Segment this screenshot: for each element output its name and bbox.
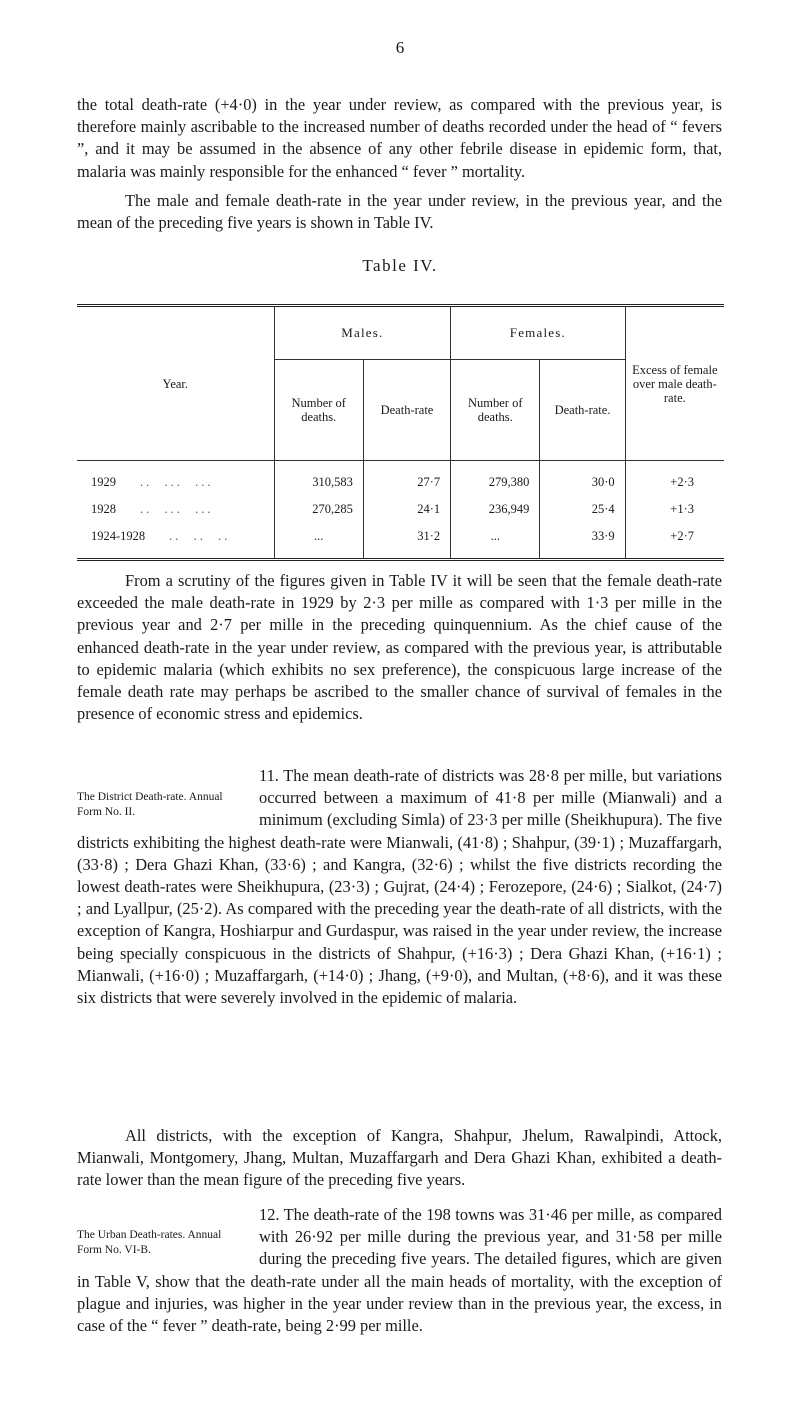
page-number: 6 [395,38,405,57]
females-header: Females. [451,306,626,360]
excess-cell: +2·7 [670,529,694,543]
table-row: 1929 .. ... ... 310,583 27·7 279,380 30·0 +2·3 [77,461,724,497]
male-rate-cell: 27·7 [363,461,450,497]
female-rate-cell: 25·4 [540,496,625,523]
male-deaths-cell: ... [274,523,363,560]
female-rate-cell: 30·0 [540,461,625,497]
margin-note-district: The District Death-rate. Annual Form No. II. [77,791,223,818]
table-row: 1924-1928 .. .. .. ... 31·2 ... 33·9 +2·7 [77,523,724,560]
excess-header: Excess of female over male death-rate. [625,306,724,461]
excess-cell: +2·3 [670,475,694,489]
male-rate-cell: 24·1 [363,496,450,523]
males-header: Males. [274,306,451,360]
female-deaths-cell: 236,949 [451,496,540,523]
female-rate-header: Death-rate. [540,360,625,461]
paragraph-all-districts: All districts, with the exception of Kangra, Shahpur, Jhelum, Rawalpindi, Attock, Mianwali, Montgomery, Jhang, Multan, Muzaffargarh and Dera Ghazi Khan, exhibited a death-rate lower than the mean figure of the preceding five years. [77,1126,722,1190]
female-deaths-cell: ... [451,523,540,560]
male-rate-cell: 31·2 [363,523,450,560]
male-deaths-header: Number of deaths. [274,360,363,461]
male-deaths-cell: 310,583 [274,461,363,497]
excess-cell: +1·3 [670,502,694,516]
year-header: Year. [77,306,274,461]
female-deaths-cell: 279,380 [451,461,540,497]
male-rate-header: Death-rate [363,360,450,461]
year-cell: 1928 [91,502,116,516]
year-cell: 1929 [91,475,116,489]
female-rate-cell: 33·9 [540,523,625,560]
year-cell: 1924-1928 [91,529,146,543]
paragraph-fever-mortality: the total death-rate (+4·0) in the year under review, as compared with the previous year, is therefore mainly ascribable to the increased number of deaths recorded under the head of “ fevers ”, and it may be assumed in the absence of any other febrile disease in epidemic form, that, malaria was mainly responsible for the enhanced “ fever ” mortality. [77,95,722,181]
table-title: Table IV. [362,256,438,275]
male-deaths-cell: 270,285 [274,496,363,523]
female-deaths-header: Number of deaths. [451,360,540,461]
death-rate-table [77,304,724,561]
paragraph-scrutiny: From a scrutiny of the figures given in Table IV it will be seen that the female death-rate exceeded the male death-rate in 1929 by 2·3 per mille as compared with 1·3 per mille in the previous year and 2·7 per mille in the preceding quinquennium. As the chief cause of the enhanced death-rate in the year under review, as compared with the previous year, is attributable to epidemic malaria (which exhibits no sex preference), the conspicuous large increase of the female death rate may perhaps be ascribed to the smaller chance of survival of females in the presence of economic stress and epidemics. [77,571,722,724]
paragraph-table-intro: The male and female death-rate in the year under review, in the previous year, and the mean of the preceding five years is shown in Table IV. [77,191,722,233]
margin-note-urban: The Urban Death-rates. Annual Form No. VI-B. [77,1229,222,1256]
paragraph-district-rate: 11. The mean death-rate of districts was 28·8 per mille, but variations occurred between a maximum of 41·8 per mille (Mianwali) and a minimum (excluding Simla) of 23·3 per mille (Sheikhupura). The five districts exhibiting the highest death-rate were Mianwali, (41·8) ; Shahpur, (39·1) ; Muzaffargarh, (33·8) ; Dera Ghazi Khan, (33·6) ; and Kangra, (32·6) ; whilst the five districts recording the lowest death-rates were Sheikhupura, (23·3) ; Gujrat, (24·4) ; Ferozepore, (24·6) ; Sialkot, (24·7) ; and Lyallpur, (25·2). As compared with the preceding year the death-rate of all districts, with the exception of Kangra, Hoshiarpur and Gurdaspur, was raised in the year under review, the increase being specially conspicuous in the districts of Shahpur, (+16·3) ; Dera Ghazi Khan, (+16·1) ; Mianwali, (+16·0) ; Muzaffargarh, (+14·0) ; Jhang, (+9·0), and Multan, (+8·6), and it was these six districts that were severely involved in the epidemic of malaria. [77,766,722,1008]
table-row: 1928 .. ... ... 270,285 24·1 236,949 25·4 +1·3 [77,496,724,523]
paragraph-urban-rate: 12. The death-rate of the 198 towns was 31·46 per mille, as compared with 26·92 per mille during the previous year, and 31·58 per mille during the preceding five years. The detailed figures, which are given in Table V, show that the death-rate under all the main heads of mortality, with the exception of plague and injuries, was higher in the year under review than in the previous year, the excess, in case of the “ fever ” death-rate, being 2·99 per mille. [77,1205,722,1336]
